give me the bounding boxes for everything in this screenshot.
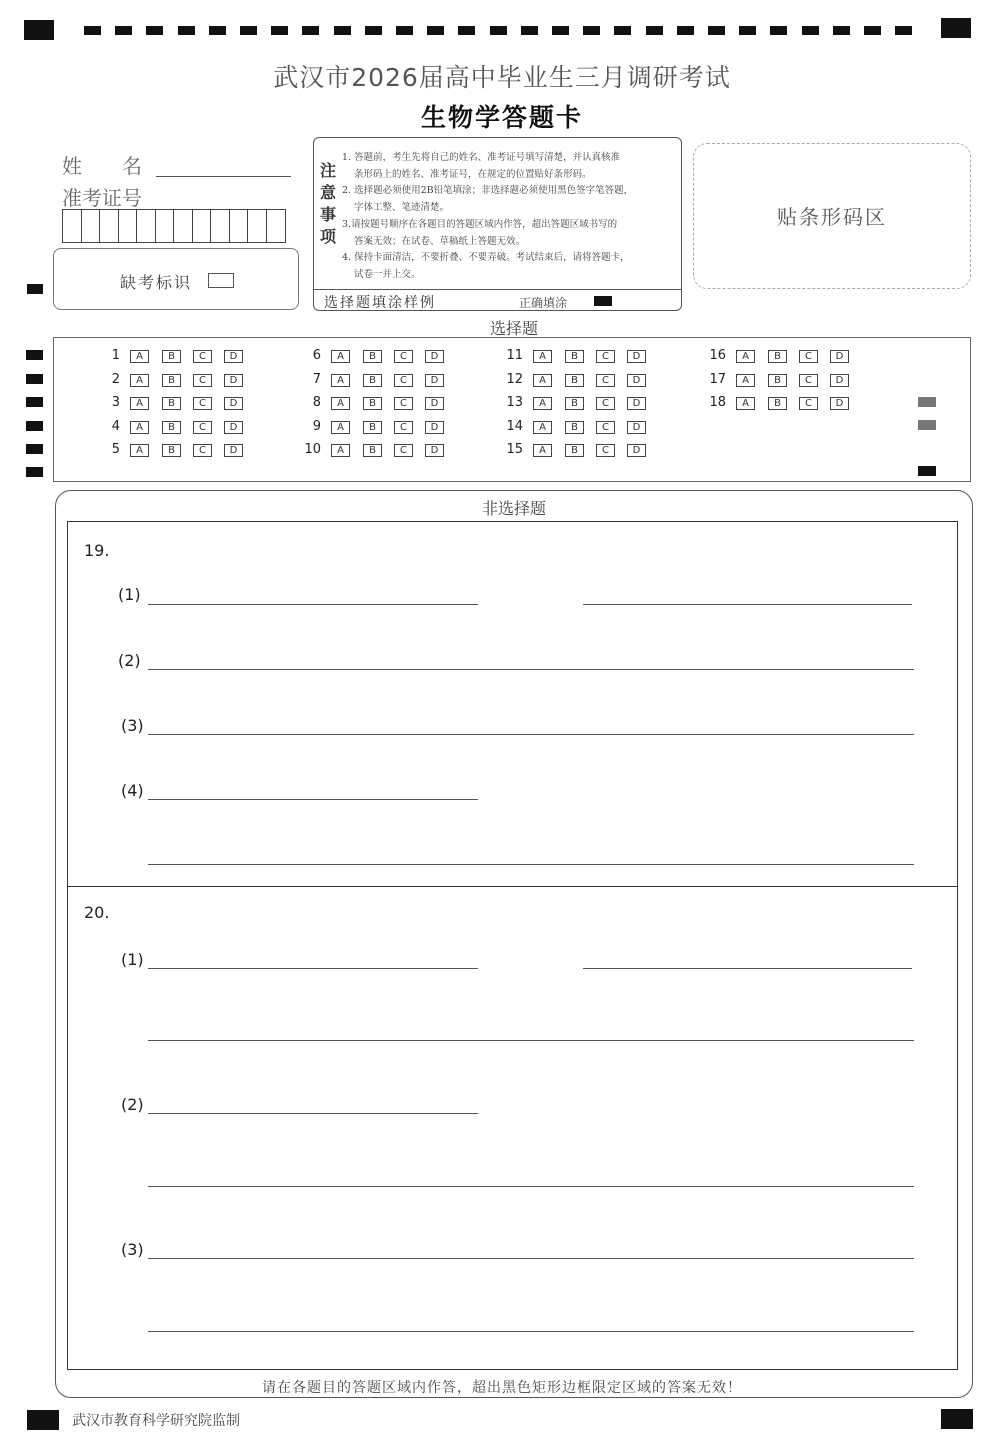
timing-dash — [552, 26, 569, 35]
corner-mark-bottom-right — [941, 1409, 973, 1429]
option-bubble[interactable]: A — [331, 397, 350, 410]
timing-dash — [521, 26, 538, 35]
part-label: (1) — [118, 585, 141, 604]
timing-dash — [240, 26, 257, 35]
notice-item: 条形码上的姓名、准考证号，在规定的位置贴好条形码。 — [354, 168, 592, 180]
timing-dash — [146, 26, 163, 35]
option-bubble[interactable]: B — [768, 350, 787, 363]
question-number: 9 — [312, 419, 321, 434]
exam-id-boxes[interactable] — [62, 209, 286, 243]
timing-dash — [178, 26, 195, 35]
question-19-box — [67, 521, 958, 887]
option-bubble[interactable]: D — [830, 374, 849, 387]
answer-line[interactable] — [148, 799, 478, 800]
exam-id-label: 准考证号 — [62, 186, 142, 210]
question-number: 18 — [709, 395, 726, 410]
option-bubble[interactable]: B — [565, 421, 584, 434]
part-label: (2) — [121, 1095, 144, 1114]
option-bubble[interactable]: C — [596, 444, 615, 457]
part-label: (3) — [121, 1240, 144, 1259]
option-bubble[interactable]: C — [193, 421, 212, 434]
option-bubble[interactable]: A — [130, 421, 149, 434]
timing-dash — [334, 26, 351, 35]
option-bubble[interactable]: D — [627, 374, 646, 387]
option-bubble[interactable]: B — [565, 397, 584, 410]
barcode-label: 贴条形码区 — [777, 205, 887, 229]
timing-dash — [427, 26, 444, 35]
option-bubble[interactable]: B — [565, 374, 584, 387]
option-bubble[interactable]: D — [224, 397, 243, 410]
id-digit-box[interactable] — [248, 210, 267, 242]
notice-item: 2. 选择题必须使用2B铅笔填涂；非选择题必须使用黑色签字笔答题， — [342, 185, 634, 197]
id-digit-box[interactable] — [82, 210, 101, 242]
question-number: 20. — [84, 903, 110, 922]
option-bubble[interactable]: A — [736, 374, 755, 387]
option-bubble[interactable]: B — [363, 444, 382, 457]
part-label: (2) — [118, 651, 141, 670]
correct-fill-sample — [594, 296, 612, 306]
free-response-title: 非选择题 — [481, 499, 546, 518]
option-bubble[interactable]: D — [627, 350, 646, 363]
option-bubble[interactable]: C — [193, 350, 212, 363]
question-number: 11 — [506, 348, 523, 363]
timing-dash — [302, 26, 319, 35]
option-bubble[interactable]: C — [596, 397, 615, 410]
question-number: 14 — [506, 419, 523, 434]
timing-mark-left — [26, 467, 43, 477]
timing-mark-left — [26, 374, 43, 384]
option-bubble[interactable]: C — [596, 421, 615, 434]
timing-mark-left — [26, 350, 43, 360]
timing-dash — [739, 26, 756, 35]
timing-dash — [895, 26, 912, 35]
notice-item: 答案无效；在试卷、草稿纸上答题无效。 — [354, 235, 526, 247]
option-bubble[interactable]: C — [394, 350, 413, 363]
id-digit-box[interactable] — [156, 210, 175, 242]
timing-dash — [84, 26, 101, 35]
option-bubble[interactable]: D — [224, 350, 243, 363]
option-bubble[interactable]: D — [627, 397, 646, 410]
answer-line[interactable] — [583, 604, 912, 605]
timing-mark-left — [26, 421, 43, 431]
name-field[interactable] — [156, 176, 291, 177]
option-bubble[interactable]: A — [331, 444, 350, 457]
id-digit-box[interactable] — [63, 210, 82, 242]
answer-line[interactable] — [148, 968, 478, 969]
option-bubble[interactable]: C — [394, 397, 413, 410]
multiple-choice-title: 选择题 — [489, 319, 538, 338]
option-bubble[interactable]: B — [162, 350, 181, 363]
answer-line[interactable] — [148, 1258, 914, 1259]
timing-dash — [458, 26, 475, 35]
option-bubble[interactable]: A — [533, 444, 552, 457]
answer-line[interactable] — [148, 1113, 478, 1114]
question-number: 17 — [709, 372, 726, 387]
question-number: 2 — [111, 372, 120, 387]
question-number: 16 — [709, 348, 726, 363]
question-number: 10 — [304, 442, 321, 457]
notice-item: 字体工整、笔迹清楚。 — [354, 202, 450, 214]
option-bubble[interactable]: B — [363, 397, 382, 410]
question-number: 15 — [506, 442, 523, 457]
option-bubble[interactable]: D — [627, 444, 646, 457]
option-bubble[interactable]: D — [830, 397, 849, 410]
divider — [313, 289, 682, 290]
option-bubble[interactable]: C — [394, 374, 413, 387]
option-bubble[interactable]: D — [830, 350, 849, 363]
option-bubble[interactable]: C — [394, 421, 413, 434]
option-bubble[interactable]: B — [162, 374, 181, 387]
timing-dash — [770, 26, 787, 35]
option-bubble[interactable]: C — [799, 397, 818, 410]
option-bubble[interactable]: B — [565, 444, 584, 457]
corner-mark-top-right — [941, 18, 971, 38]
question-number: 19. — [84, 541, 110, 560]
notice-list — [342, 150, 676, 284]
answer-line[interactable] — [148, 1186, 914, 1187]
option-bubble[interactable]: D — [224, 374, 243, 387]
timing-dash — [490, 26, 507, 35]
notice-heading: 注意事项 — [320, 161, 337, 246]
id-digit-box[interactable] — [193, 210, 212, 242]
option-bubble[interactable]: D — [425, 444, 444, 457]
option-bubble[interactable]: B — [363, 350, 382, 363]
timing-dash — [677, 26, 694, 35]
timing-dash — [396, 26, 413, 35]
fill-sample-label: 选择题填涂样例 — [324, 295, 436, 311]
question-number: 13 — [506, 395, 523, 410]
question-number: 6 — [312, 348, 321, 363]
option-bubble[interactable]: B — [162, 421, 181, 434]
answer-line[interactable] — [148, 669, 914, 670]
option-bubble[interactable]: D — [425, 397, 444, 410]
option-bubble[interactable]: D — [627, 421, 646, 434]
option-bubble[interactable]: A — [533, 421, 552, 434]
option-bubble[interactable]: D — [224, 444, 243, 457]
option-bubble[interactable]: C — [596, 374, 615, 387]
option-bubble[interactable]: C — [193, 444, 212, 457]
timing-mark-left — [26, 397, 43, 407]
option-bubble[interactable]: C — [394, 444, 413, 457]
corner-mark-bottom-left — [27, 1410, 59, 1430]
option-bubble[interactable]: A — [130, 397, 149, 410]
option-bubble[interactable]: B — [768, 374, 787, 387]
notice-item: 3.请按题号顺序在各题目的答题区域内作答，超出答题区域书写的 — [342, 218, 618, 230]
option-bubble[interactable]: B — [565, 350, 584, 363]
question-number: 12 — [506, 372, 523, 387]
correct-fill-label: 正确填涂 — [519, 296, 568, 310]
id-digit-box[interactable] — [211, 210, 230, 242]
option-bubble[interactable]: D — [425, 350, 444, 363]
timing-dash — [708, 26, 725, 35]
timing-dash — [864, 26, 881, 35]
answer-line[interactable] — [148, 864, 914, 865]
option-bubble[interactable]: A — [533, 374, 552, 387]
option-bubble[interactable]: A — [331, 421, 350, 434]
option-bubble[interactable]: A — [331, 350, 350, 363]
timing-dash — [614, 26, 631, 35]
answer-line[interactable] — [148, 1331, 914, 1332]
sheet-title: 生物学答题卡 — [420, 103, 583, 132]
timing-dash — [271, 26, 288, 35]
answer-line[interactable] — [148, 734, 914, 735]
answer-line[interactable] — [148, 1040, 914, 1041]
option-bubble[interactable]: A — [331, 374, 350, 387]
option-bubble[interactable]: C — [193, 374, 212, 387]
id-digit-box[interactable] — [174, 210, 193, 242]
timing-mark-left — [26, 444, 43, 454]
timing-dash — [646, 26, 663, 35]
option-bubble[interactable]: A — [130, 444, 149, 457]
id-digit-box[interactable] — [230, 210, 249, 242]
option-bubble[interactable]: A — [736, 350, 755, 363]
option-bubble[interactable]: A — [533, 350, 552, 363]
notice-item: 1. 答题前，考生先将自己的姓名、准考证号填写清楚，并认真核准 — [342, 152, 621, 163]
option-bubble[interactable]: A — [130, 374, 149, 387]
option-bubble[interactable]: D — [425, 421, 444, 434]
option-bubble[interactable]: C — [596, 350, 615, 363]
option-bubble[interactable]: C — [799, 374, 818, 387]
timing-mark-right — [918, 420, 936, 430]
timing-dash — [209, 26, 226, 35]
option-bubble[interactable]: A — [533, 397, 552, 410]
option-bubble[interactable]: D — [224, 421, 243, 434]
option-bubble[interactable]: C — [799, 350, 818, 363]
option-bubble[interactable]: B — [363, 374, 382, 387]
corner-mark-top-left — [24, 20, 54, 40]
timing-dash — [115, 26, 132, 35]
timing-dash — [583, 26, 600, 35]
option-bubble[interactable]: A — [130, 350, 149, 363]
absent-checkbox[interactable] — [208, 273, 234, 288]
option-bubble[interactable]: C — [193, 397, 212, 410]
notice-item: 4. 保持卡面清洁，不要折叠、不要弄破。考试结束后，请将答题卡， — [342, 252, 630, 264]
answer-line[interactable] — [148, 604, 478, 605]
part-label: (3) — [121, 716, 144, 735]
option-bubble[interactable]: A — [736, 397, 755, 410]
question-number: 4 — [111, 419, 120, 434]
question-number: 7 — [312, 372, 321, 387]
timing-mark-absent — [27, 284, 43, 294]
option-bubble[interactable]: B — [162, 397, 181, 410]
question-number: 8 — [312, 395, 321, 410]
answer-area-warning: 请在各题目的答题区域内作答，超出黑色矩形边框限定区域的答案无效！ — [262, 1380, 742, 1396]
timing-mark-right — [918, 466, 936, 476]
supervisor-org: 武汉市教育科学研究院监制 — [72, 1413, 240, 1429]
option-bubble[interactable]: B — [162, 444, 181, 457]
part-label: (4) — [121, 781, 144, 800]
option-bubble[interactable]: D — [425, 374, 444, 387]
timing-mark-right — [918, 397, 936, 407]
question-number: 5 — [111, 442, 120, 457]
timing-dash — [365, 26, 382, 35]
answer-line[interactable] — [583, 968, 912, 969]
id-digit-box[interactable] — [267, 210, 286, 242]
part-label: (1) — [121, 950, 144, 969]
option-bubble[interactable]: B — [363, 421, 382, 434]
id-digit-box[interactable] — [100, 210, 119, 242]
absent-label: 缺考标识 — [120, 273, 193, 292]
id-digit-box[interactable] — [137, 210, 156, 242]
timing-dash — [802, 26, 819, 35]
id-digit-box[interactable] — [119, 210, 138, 242]
timing-dash — [833, 26, 850, 35]
exam-title: 武汉市2026届高中毕业生三月调研考试 — [273, 63, 731, 92]
question-20-box — [67, 887, 958, 1370]
question-number: 3 — [111, 395, 120, 410]
name-label: 姓 名 — [62, 154, 142, 178]
notice-item: 试卷一并上交。 — [354, 268, 421, 280]
question-number: 1 — [111, 348, 120, 363]
option-bubble[interactable]: B — [768, 397, 787, 410]
